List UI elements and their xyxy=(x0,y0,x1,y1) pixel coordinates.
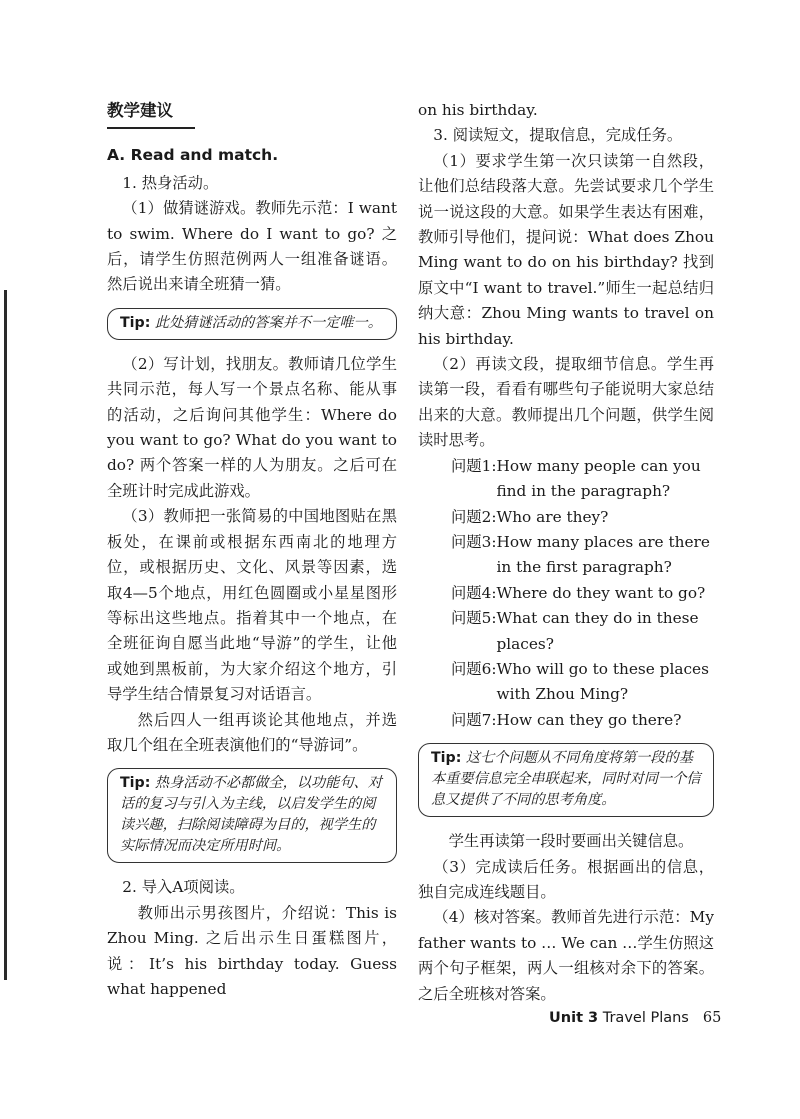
tip-label: Tip: xyxy=(431,750,462,767)
paragraph-map-activity: （3）教师把一张简易的中国地图贴在黑板处，在课前或根据东西南北的地理方位，或根据历史、文化、风景等因素，选取4—5个地点，用红色圆圈或小星星图形等标出这些地点。指着其中一个地点，在全班征询自愿当此地“导游”的学生，让他或她到黑板前，为大家介绍这个地方，引导学生结合情景复习对话语言。 xyxy=(107,507,397,704)
page-footer xyxy=(549,1010,721,1026)
paragraph-mark-key-info: 学生再读第一段时要画出关键信息。 xyxy=(448,832,694,851)
subheading-read-and-match: A. Read and match. xyxy=(107,146,279,165)
question-text: How many places are there in the first paragraph? xyxy=(496,532,710,577)
question-label: 问题4: xyxy=(451,583,497,602)
footer-unit: Unit 3 xyxy=(549,1010,599,1026)
question-text: What can they do in these places? xyxy=(496,609,699,653)
paragraph-guessing-game: （1）做猜谜游戏。教师先示范：I want to swim. Where do I want to go? 之后，请学生仿照范例两人一组准备谜语。然后说出来请全班猜一猜。 xyxy=(107,199,397,294)
paragraph-main-idea: （1）要求学生第一次只读第一自然段，让他们总结段落大意。先尝试要求几个学生说一说这段的大意。如果学生表达有困难，教师引导他们，提问说：What does Zhou Ming want to do on his birthday? 找到原文中“I want to travel.”师生一起总结归纳大意：Zhou Ming wants to travel on his birthday. xyxy=(418,151,714,348)
question-label: 问题6: xyxy=(451,659,497,678)
tip-label: Tip: xyxy=(120,775,151,792)
question-item xyxy=(418,454,714,505)
paragraph-group-talk: 然后四人一组再谈论其他地点，并选取几个组在全班表演他们的“导游词”。 xyxy=(107,710,397,754)
paragraph-introduce-boy: 教师出示男孩图片，介绍说：This is Zhou Ming. 之后出示生日蛋糕图片，说：It’s his birthday today. Guess what happened xyxy=(107,903,397,998)
paragraph-check-answers: （4）核对答案。教师首先进行示范：My father wants to … We can …学生仿照这两个句子框架，两人一组核对余下的答案。之后全班核对答案。 xyxy=(418,908,714,1003)
tip-box-3 xyxy=(418,743,714,817)
question-label: 问题1: xyxy=(451,456,497,475)
paragraph-lead-in: 2. 导入A项阅读。 xyxy=(122,878,245,897)
paragraph-reading-task: 3. 阅读短文，提取信息，完成任务。 xyxy=(433,126,683,145)
tip-label: Tip: xyxy=(120,314,151,331)
paragraph-detail-info: （2）再读文段，提取细节信息。学生再读第一段，看看有哪些句子能说明大家总结出来的大意。教师提出几个问题，供学生阅读时思考。 xyxy=(418,355,714,450)
question-label: 问题3: xyxy=(451,532,497,551)
question-item xyxy=(418,581,714,606)
tip-box-1 xyxy=(107,308,397,340)
question-label: 问题2: xyxy=(451,507,497,526)
paragraph-continued: on his birthday. xyxy=(418,101,538,119)
paragraph-write-plan: （2）写计划，找朋友。教师请几位学生共同示范，每人写一个景点名称、能从事的活动，之后询问其他学生：Where do you want to go? What do you want to do? 两个答案一样的人为朋友。之后可在全班计时完成此游戏。 xyxy=(107,354,397,500)
question-text: How can they go there? xyxy=(496,710,682,729)
tip-text: 此处猜谜活动的答案并不一定唯一。 xyxy=(154,314,382,331)
tip-text: 热身活动不必都做全，以功能句、对话的复习与引入为主线，以启发学生的阅读兴趣，扫除阅读障碍为目的，视学生的实际情况而决定所用时间。 xyxy=(120,775,382,855)
question-text: Who will go to these places with Zhou Ming? xyxy=(496,659,709,704)
footer-unit-title: Travel Plans xyxy=(598,1010,689,1026)
question-text: Where do they want to go? xyxy=(496,583,706,602)
tip-text: 这七个问题从不同角度将第一段的基本重要信息完全串联起来，同时对同一个信息又提供了不同的思考角度。 xyxy=(431,750,701,809)
page-edge-bar xyxy=(4,290,7,980)
paragraph-post-reading: （3）完成读后任务。根据画出的信息，独自完成连线题目。 xyxy=(418,857,714,901)
page-number: 65 xyxy=(702,1010,722,1026)
question-label: 问题7: xyxy=(451,710,497,729)
tip-box-2 xyxy=(107,768,397,863)
question-item xyxy=(418,708,714,733)
question-text: How many people can you find in the paragraph? xyxy=(496,456,701,501)
question-item xyxy=(418,530,714,581)
question-text: Who are they? xyxy=(496,507,609,526)
question-label: 问题5: xyxy=(451,609,497,628)
question-item xyxy=(418,505,714,530)
question-item xyxy=(418,606,714,657)
question-item xyxy=(418,657,714,708)
section-title: 教学建议 xyxy=(107,98,195,129)
left-column xyxy=(107,98,397,1002)
right-column xyxy=(418,98,714,1007)
paragraph-warmup: 1. 热身活动。 xyxy=(122,173,219,192)
